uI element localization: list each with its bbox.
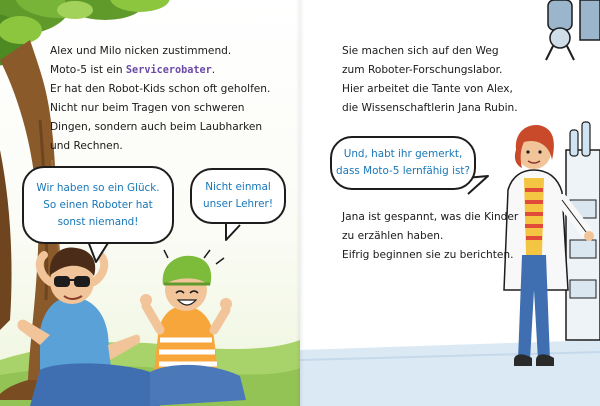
text-segment: . xyxy=(211,64,216,76)
right-paragraph-1 xyxy=(342,42,518,118)
text-line: Eifrig beginnen sie zu berichten. xyxy=(342,249,514,261)
text-line: Jana ist gespannt, was die Kinder xyxy=(342,211,519,223)
text-line: Sie machen sich auf den Weg xyxy=(342,45,499,57)
left-paragraph xyxy=(50,42,270,156)
right-page xyxy=(300,0,600,406)
right-paragraph-2 xyxy=(342,208,518,265)
text-line: die Wissenschaftlerin Jana Rubin. xyxy=(342,102,518,114)
bubble-line: Und, habt ihr gemerkt, xyxy=(343,148,463,160)
speech-bubble-milo xyxy=(190,168,286,224)
book-gutter xyxy=(296,0,304,406)
speech-bubble-jana xyxy=(330,136,476,190)
bubble-line: So einen Roboter hat xyxy=(43,198,153,211)
bubble-line: unser Lehrer! xyxy=(202,198,273,210)
bubble-line: dass Moto-5 lernfähig ist? xyxy=(336,165,470,177)
text-line: Hier arbeitet die Tante von Alex, xyxy=(342,83,513,95)
highlighted-word: Servicerobater xyxy=(125,65,212,76)
text-line: und Rechnen. xyxy=(50,140,123,152)
text-line: Alex und Milo nicken zustimmend. xyxy=(50,45,232,57)
robot-arm xyxy=(546,0,600,60)
text-line: zu erzählen haben. xyxy=(342,230,444,242)
text-line: Dingen, sondern auch beim Laubharken xyxy=(50,121,263,133)
speech-bubble-alex xyxy=(22,166,174,244)
bubble-line: sonst niemand! xyxy=(57,215,139,228)
bubble-line: Wir haben so ein Glück. xyxy=(36,181,160,194)
lab-floor xyxy=(300,340,600,406)
text-line: Nicht nur beim Tragen von schweren xyxy=(50,102,245,114)
milo-character xyxy=(140,250,246,406)
text-segment: Moto-5 ist ein xyxy=(50,64,126,76)
bubble-line: Nicht einmal xyxy=(205,181,271,193)
text-line: Er hat den Robot-Kids schon oft geholfen. xyxy=(50,83,271,95)
text-line: zum Roboter-Forschungslabor. xyxy=(342,64,503,76)
text-line xyxy=(50,61,270,80)
